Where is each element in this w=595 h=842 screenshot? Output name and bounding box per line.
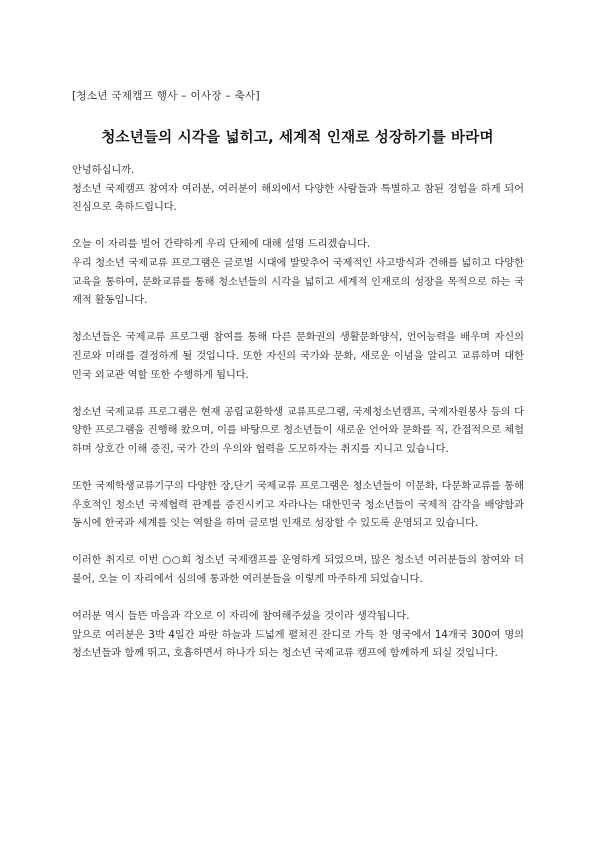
body-paragraph: 오늘 이 자리를 빌어 간략하게 우리 단체에 대해 설명 드리겠습니다. bbox=[72, 239, 371, 251]
document-body bbox=[72, 162, 524, 664]
body-paragraph: 청소년들은 국제교류 프로그램 참여를 통해 다른 문화권의 생활문화양식, 언어능력을 배우며 자신의 진로와 미래를 결정하게 될 것입니다. 또한 자신의 국가와 문화, 새로운 이념을 알리고 교류하며 대한민국 외교관 역할 또한 수행하게 됩니다. bbox=[72, 332, 524, 381]
body-paragraph: 또한 국제학생교류기구의 다양한 장,단기 국제교류 프로그램은 청소년들이 이문화, 다문화교류를 통해 우호적인 청소년 국제협력 관계를 증진시키고 자라나는 대한민국 청소년들이 국제적 감각을 배양함과 동시에 한국과 세계를 잇는 역할을 하며 글로벌 인재로 성장할 수 있도록 운영되고 있습니다. bbox=[72, 481, 524, 530]
greeting-paragraph: 안녕하십니까. bbox=[72, 165, 135, 176]
body-paragraph: 청소년 국제캠프 참여자 여러분, 여러분이 해외에서 다양한 사람들과 특별하고 참된 경험을 하게 되어 진심으로 축하드립니다. bbox=[72, 183, 524, 214]
document-header-label: [청소년 국제캠프 행사 – 이사장 – 축사] bbox=[72, 90, 260, 102]
body-paragraph: 우리 청소년 국제교류 프로그램은 글로벌 시대에 발맞추어 국제적인 사고방식과 견해를 넓히고 다양한 교육을 통하여, 문화교류를 통해 청소년들의 시각을 넓히고 세계적 인재로의 성장을 목적으로 하는 국제적 활동입니다. bbox=[72, 257, 524, 307]
body-paragraph: 여러분 역시 들뜬 마음과 각오로 이 자리에 참여해주셨을 것이라 생각됩니다. bbox=[72, 611, 410, 623]
body-paragraph: 앞으로 여러분은 3박 4일간 파란 하늘과 드넓게 펼쳐진 잔디로 가득 찬 영국에서 14개국 300여 명의 청소년들과 함께 뛰고, 호흡하면서 하나가 되는 청소년 국제교류 캠프에 함께하게 되실 것입니다. bbox=[72, 629, 524, 660]
body-paragraph: 청소년 국제교류 프로그램은 현재 공립교환학생 교류프로그램, 국제청소년캠프, 국제자원봉사 등의 다양한 프로그램을 진행해 왔으며, 이를 바탕으로 청소년들이 새로운 언어와 문화를 직, 간접적으로 체험하며 상호간 이해 증진, 국가 간의 우의와 협력을 도모하자는 취지를 지니고 있습니다. bbox=[72, 406, 524, 455]
document-title: 청소년들의 시각을 넓히고, 세계적 인재로 성장하기를 바라며 bbox=[101, 130, 494, 146]
body-paragraph: 이러한 취지로 이번 ○○회 청소년 국제캠프를 운영하게 되었으며, 많은 청소년 여러분들의 참여와 더불어, 오늘 이 자리에서 심의에 통과한 여러분들을 이렇게 마주하게 되었습니다. bbox=[72, 555, 524, 586]
